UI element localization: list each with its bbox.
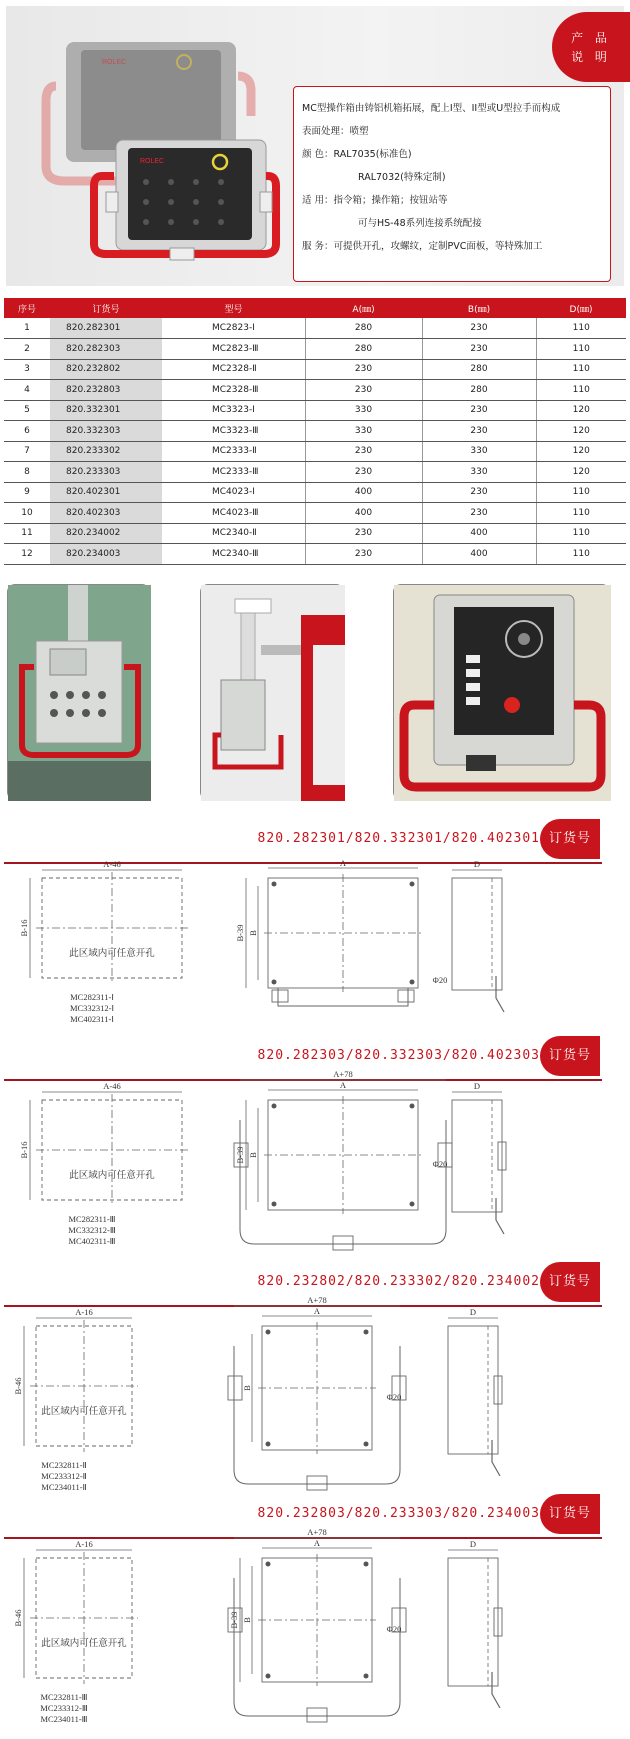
model-code: MC232811-Ⅱ [41, 1460, 87, 1470]
order-number-band [0, 1036, 600, 1076]
info-line: 适 用：指令箱；操作箱；按钮站等 [302, 195, 448, 206]
table-cell: 110 [536, 359, 626, 380]
dimension-label: A-16 [75, 1307, 93, 1317]
table-cell: 3 [4, 359, 50, 380]
table-cell: 330 [305, 421, 422, 442]
dimension-label: B [242, 1385, 252, 1391]
order-number-label: 订货号 [540, 1262, 600, 1302]
dimension-label: D [469, 1539, 477, 1549]
order-number-band [0, 819, 600, 859]
table-row [4, 339, 626, 360]
order-code-list: 820.232803/820.233303/820.234003 [257, 1506, 540, 1521]
dimension-label: D [473, 1081, 481, 1091]
table-cell: 820.232802 [50, 359, 162, 380]
table-cell: 820.232803 [50, 380, 162, 401]
table-row [4, 523, 626, 544]
diameter-label: Φ20 [386, 1392, 402, 1402]
table-cell: 280 [422, 359, 536, 380]
model-code: MC232811-Ⅲ [40, 1692, 88, 1702]
table-row [4, 421, 626, 442]
table-cell: 820.332303 [50, 421, 162, 442]
model-code: MC282311-Ⅰ [70, 992, 114, 1002]
table-cell: 9 [4, 482, 50, 503]
table-cell: 230 [422, 318, 536, 339]
order-number-band [0, 1494, 600, 1534]
table-cell: 820.233303 [50, 462, 162, 483]
table-cell: 120 [536, 462, 626, 483]
cutout-area-label: 此区域内可任意开孔 [41, 1638, 127, 1649]
table-header-cell: 序号 [4, 298, 50, 318]
table-cell: MC2340-Ⅲ [162, 544, 305, 565]
dimension-label: B [248, 1152, 258, 1158]
table-cell: MC2328-Ⅲ [162, 380, 305, 401]
table-cell: 12 [4, 544, 50, 565]
table-cell: 820.402303 [50, 503, 162, 524]
model-code: MC402311-Ⅲ [68, 1236, 116, 1246]
dimension-label: B-46 [13, 1377, 23, 1395]
table-cell: 820.282303 [50, 339, 162, 360]
model-code: MC282311-Ⅲ [68, 1214, 116, 1224]
table-cell: 230 [305, 544, 422, 565]
photo-scene-2 [201, 585, 345, 801]
cutout-area-label: 此区域内可任意开孔 [69, 1170, 155, 1181]
table-cell: 110 [536, 544, 626, 565]
model-code: MC332312-Ⅰ [69, 1003, 115, 1013]
table-cell: 400 [422, 544, 536, 565]
table-cell: MC3323-Ⅰ [162, 400, 305, 421]
application-photo-3 [393, 584, 610, 800]
dimension-label: B [248, 930, 258, 936]
table-cell: 110 [536, 380, 626, 401]
table-cell: MC3323-Ⅲ [162, 421, 305, 442]
dimension-label: B [242, 1617, 252, 1623]
table-cell: MC2340-Ⅱ [162, 523, 305, 544]
dimension-label: D [473, 859, 481, 869]
badge-line2: 说 明 [571, 50, 611, 64]
model-code: MC233312-Ⅲ [40, 1703, 88, 1713]
table-cell: 230 [422, 339, 536, 360]
brand-logo-front: ROLEC [140, 158, 165, 165]
order-code-list: 820.232802/820.233302/820.234002 [257, 1274, 540, 1289]
application-photo-1 [7, 584, 150, 800]
photo-scene-1 [8, 585, 151, 801]
table-cell: 230 [305, 441, 422, 462]
diameter-label: Φ20 [432, 1159, 448, 1169]
table-row [4, 441, 626, 462]
dimension-label: A [313, 1306, 321, 1316]
product-hero [6, 6, 624, 286]
table-cell: 400 [422, 523, 536, 544]
dimension-label: B-16 [19, 1141, 29, 1159]
table-cell: 5 [4, 400, 50, 421]
table-cell: 400 [305, 482, 422, 503]
model-code: MC332312-Ⅲ [68, 1225, 116, 1235]
table-cell: MC2823-Ⅲ [162, 339, 305, 360]
table-cell: 280 [305, 339, 422, 360]
table-cell: 110 [536, 503, 626, 524]
table-cell: 330 [305, 400, 422, 421]
table-cell: 280 [422, 380, 536, 401]
table-cell: 230 [422, 400, 536, 421]
drawing-canvas [0, 1069, 630, 1258]
order-code-list: 820.282301/820.332301/820.402301 [257, 831, 540, 846]
table-cell: 820.402301 [50, 482, 162, 503]
technical-drawing [0, 1295, 630, 1492]
dimension-label: A-16 [75, 1539, 93, 1549]
table-cell: 11 [4, 523, 50, 544]
table-header-cell: 订货号 [50, 298, 162, 318]
dimension-label: B-39 [235, 1146, 245, 1164]
table-cell: 7 [4, 441, 50, 462]
table-row [4, 318, 626, 339]
dimension-label: A+78 [307, 1527, 327, 1537]
table-cell: 820.332301 [50, 400, 162, 421]
model-code: MC234011-Ⅲ [40, 1714, 88, 1724]
drawing-canvas [0, 858, 630, 1033]
table-cell: MC4023-Ⅲ [162, 503, 305, 524]
table-header-cell: B(㎜) [422, 298, 536, 318]
technical-drawing [0, 858, 630, 1033]
dimension-label: A [313, 1538, 321, 1548]
technical-drawing [0, 1069, 630, 1258]
table-cell: 8 [4, 462, 50, 483]
table-cell: 400 [305, 503, 422, 524]
table-cell: MC2333-Ⅲ [162, 462, 305, 483]
model-code: MC233312-Ⅱ [41, 1471, 87, 1481]
table-cell: 230 [422, 482, 536, 503]
info-line: RAL7032(特殊定制) [358, 172, 446, 183]
table-cell: 230 [305, 380, 422, 401]
drawing-canvas [0, 1295, 630, 1492]
dimension-label: B-16 [19, 919, 29, 937]
order-number-label: 订货号 [540, 1494, 600, 1534]
cutout-area-label: 此区域内可任意开孔 [69, 948, 155, 959]
table-cell: 820.233302 [50, 441, 162, 462]
model-code: MC234011-Ⅱ [41, 1482, 87, 1492]
table-row [4, 400, 626, 421]
info-line: 颜 色：RAL7035(标准色) [302, 149, 412, 160]
table-cell: 330 [422, 462, 536, 483]
dimension-label: A [339, 858, 347, 868]
table-row [4, 462, 626, 483]
table-cell: 230 [422, 503, 536, 524]
photo-scene-3 [394, 585, 611, 801]
table-cell: 820.234003 [50, 544, 162, 565]
dimension-label: B-39 [229, 1611, 239, 1629]
diameter-label: Φ20 [432, 975, 448, 985]
order-number-band [0, 1262, 600, 1302]
table-cell: 110 [536, 339, 626, 360]
dimension-label: D [469, 1307, 477, 1317]
dimension-label: A-46 [103, 859, 121, 869]
table-cell: 330 [422, 441, 536, 462]
table-row [4, 503, 626, 524]
table-cell: MC2328-Ⅱ [162, 359, 305, 380]
info-line: 可与HS-48系列连接系统配接 [358, 218, 482, 229]
table-cell: 230 [305, 523, 422, 544]
info-line: MC型操作箱由铸铝机箱拓展，配上I型、II型或U型拉手而构成 [302, 103, 561, 114]
table-cell: 120 [536, 441, 626, 462]
table-header-cell: A(㎜) [305, 298, 422, 318]
table-cell: 110 [536, 318, 626, 339]
table-row [4, 544, 626, 565]
info-line: 服 务：可提供开孔，攻螺纹，定制PVC面板，等特殊加工 [302, 241, 543, 252]
info-line: 表面处理：喷塑 [302, 126, 369, 137]
table-row [4, 482, 626, 503]
table-row [4, 359, 626, 380]
product-badge [552, 12, 630, 82]
dimension-label: B-39 [235, 924, 245, 942]
table-cell: 120 [536, 421, 626, 442]
table-cell: 280 [305, 318, 422, 339]
dimension-label: A+78 [333, 1069, 353, 1079]
table-cell: 6 [4, 421, 50, 442]
cutout-area-label: 此区域内可任意开孔 [41, 1406, 127, 1417]
table-cell: 2 [4, 339, 50, 360]
model-code: MC402311-Ⅰ [70, 1014, 114, 1024]
table-cell: 820.282301 [50, 318, 162, 339]
drawing-canvas [0, 1527, 630, 1734]
dimension-label: A [339, 1080, 347, 1090]
table-cell: MC4023-Ⅰ [162, 482, 305, 503]
table-row [4, 380, 626, 401]
product-photo [6, 6, 306, 286]
order-code-list: 820.282303/820.332303/820.402303 [257, 1048, 540, 1063]
specification-table [4, 298, 626, 565]
table-header-cell: D(㎜) [536, 298, 626, 318]
product-info-box [293, 86, 611, 282]
brand-logo-back: ROLEC [102, 59, 127, 66]
badge-line1: 产 品 [571, 31, 611, 45]
dimension-label: A+78 [307, 1295, 327, 1305]
table-cell: 110 [536, 482, 626, 503]
table-cell: 4 [4, 380, 50, 401]
order-number-label: 订货号 [540, 819, 600, 859]
table-cell: 230 [305, 462, 422, 483]
order-number-label: 订货号 [540, 1036, 600, 1076]
technical-drawing [0, 1527, 630, 1734]
dimension-label: B-46 [13, 1609, 23, 1627]
table-cell: 1 [4, 318, 50, 339]
table-cell: 110 [536, 523, 626, 544]
table-cell: MC2333-Ⅱ [162, 441, 305, 462]
application-photo-2 [200, 584, 344, 800]
table-cell: MC2823-Ⅰ [162, 318, 305, 339]
table-cell: 230 [422, 421, 536, 442]
table-cell: 120 [536, 400, 626, 421]
dimension-label: A-46 [103, 1081, 121, 1091]
table-cell: 10 [4, 503, 50, 524]
table-header-cell: 型号 [162, 298, 305, 318]
table-cell: 230 [305, 359, 422, 380]
diameter-label: Φ20 [386, 1624, 402, 1634]
table-cell: 820.234002 [50, 523, 162, 544]
